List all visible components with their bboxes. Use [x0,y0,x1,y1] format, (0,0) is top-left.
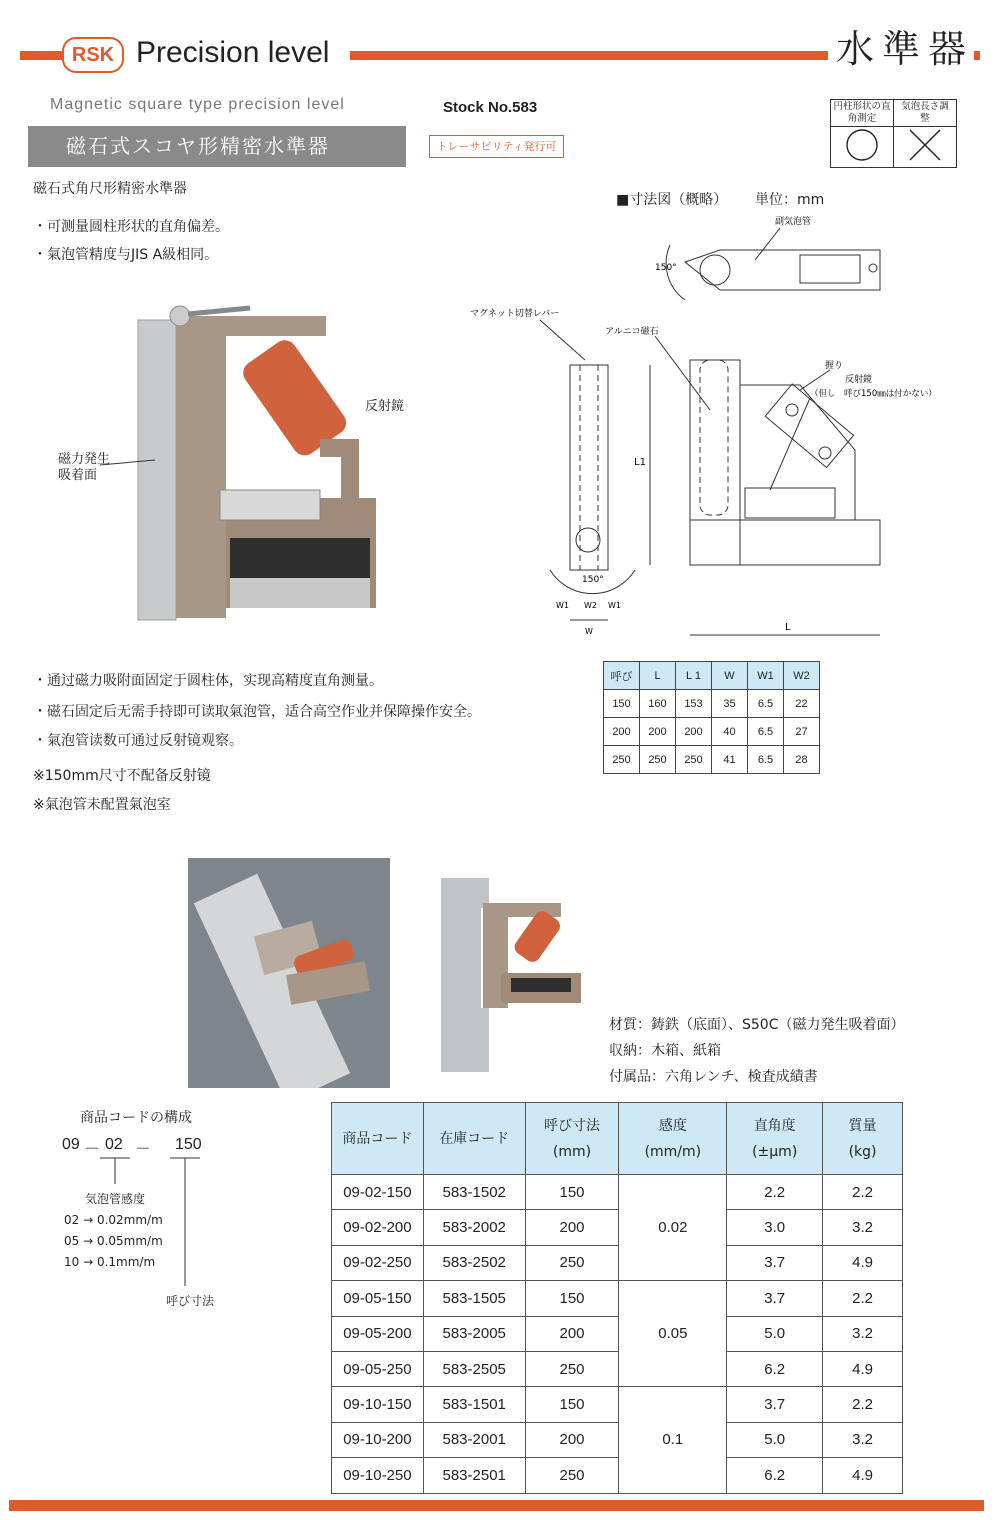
dim-cell: 35 [712,690,748,718]
product-subtitle-en: Magnetic square type precision level [50,96,345,113]
spec-storage: 収納：木箱、紙箱 [609,1043,721,1059]
label-mirror: 反射鏡 [365,399,405,414]
mass: 3.2 [823,1210,903,1245]
label-angle-150: 150° [655,263,677,273]
mass: 3.2 [823,1316,903,1351]
table-row [332,1422,903,1457]
dim-cell: 250 [640,746,676,774]
label-alnico: アルニコ磁石 [605,327,659,337]
table-row [332,1316,903,1351]
stock-code: 583-1505 [423,1281,525,1316]
product-code: 09-10-250 [332,1458,424,1493]
squareness: 5.0 [727,1316,823,1351]
label-w2: W2 [584,601,597,610]
mass: 3.2 [823,1422,903,1457]
table-row [332,1210,903,1245]
prod-header: 在庫コード [423,1103,525,1175]
code-part-3: 150 [175,1136,202,1153]
table-row [332,1351,903,1386]
product-name-cn: 磁石式角尺形精密水準器 [33,181,187,197]
nominal-size: 250 [525,1458,619,1493]
squareness: 2.2 [727,1175,823,1210]
dim-cell: 200 [676,718,712,746]
nominal-size: 250 [525,1351,619,1386]
dim-cell: 22 [784,690,820,718]
stock-code: 583-2001 [423,1422,525,1457]
product-code: 09-02-200 [332,1210,424,1245]
dim-cell: 250 [604,746,640,774]
mass: 4.9 [823,1458,903,1493]
table-row [332,1458,903,1493]
squareness: 3.0 [727,1210,823,1245]
mass: 2.2 [823,1175,903,1210]
page-title: Precision level [136,36,337,70]
squareness: 3.7 [727,1387,823,1422]
sensitivity: 0.02 [619,1175,727,1281]
dim-cell: 41 [712,746,748,774]
footer-bar [9,1500,984,1511]
sensitivity-title: 気泡管感度 [85,1192,146,1206]
note-1: ※150mm尺寸不配备反射镜 [33,768,211,784]
label-grip: 握り [825,361,844,371]
sensitivity-item: 05 → 0.05mm/m [64,1234,163,1248]
sensitivity-item: 02 → 0.02mm/m [64,1213,163,1227]
code-structure-title: 商品コードの構成 [80,1110,192,1126]
symbol-label-bubble-length: 気泡長さ調 整 [894,100,957,127]
dim-cell: 40 [712,718,748,746]
product-table [331,1102,903,1494]
usage-photo-2 [441,878,591,1072]
mass: 2.2 [823,1281,903,1316]
squareness: 3.7 [727,1245,823,1280]
code-part-2: 02 [105,1136,123,1153]
dim-cell: 6.5 [748,718,784,746]
traceability-badge: トレーサビリティ発行可 [429,135,564,158]
nominal-size: 150 [525,1387,619,1422]
prod-header: 質量 (kg) [823,1103,903,1175]
code-dash-2: － [135,1139,152,1158]
table-row [604,746,820,774]
product-code: 09-02-250 [332,1245,424,1280]
squareness: 5.0 [727,1422,823,1457]
sensitivity: 0.1 [619,1387,727,1493]
feature-bottom-1: ・通过磁力吸附面固定于圆柱体，实现高精度直角测量。 [33,673,383,689]
diagram-unit: 単位：mm [755,192,825,208]
table-row [332,1245,903,1280]
symbol-label-cylinder: 円柱形状の直角測定 [831,100,894,127]
dim-cell: 160 [640,690,676,718]
dim-header: W1 [748,662,784,690]
prod-header: 呼び寸法 (mm) [525,1103,619,1175]
table-row [332,1387,903,1422]
squareness: 3.7 [727,1281,823,1316]
dim-cell: 6.5 [748,746,784,774]
dim-header: L 1 [676,662,712,690]
dimension-table [603,661,820,774]
dim-cell: 27 [784,718,820,746]
sensitivity: 0.05 [619,1281,727,1387]
table-row [604,690,820,718]
diagram-title: ■寸法図（概略） [616,192,728,208]
size-label: 呼び寸法 [166,1294,215,1308]
feature-top-2: ・氣泡管精度与JIS A級相同。 [33,247,219,263]
label-sub-vial: 副気泡管 [775,217,812,227]
mass: 2.2 [823,1387,903,1422]
squareness: 6.2 [727,1458,823,1493]
nominal-size: 200 [525,1316,619,1351]
feature-symbol-table [830,99,957,168]
nominal-size: 250 [525,1245,619,1280]
label-magnet-face: 磁力発生 吸着面 [58,452,111,483]
note-2: ※氣泡管未配置氣泡室 [33,797,171,813]
stock-code: 583-2501 [423,1458,525,1493]
stock-code: 583-2005 [423,1316,525,1351]
dim-cell: 150 [604,690,640,718]
dim-header: 呼び [604,662,640,690]
mass: 4.9 [823,1351,903,1386]
nominal-size: 150 [525,1281,619,1316]
label-w1-a: W1 [556,601,569,610]
label-w1-b: W1 [608,601,621,610]
code-part-1: 09 [62,1136,80,1153]
product-code: 09-05-200 [332,1316,424,1351]
label-mirror-note: （但し 呼び150㎜は付かない） [810,389,937,399]
stock-code: 583-1502 [423,1175,525,1210]
stock-code: 583-2505 [423,1351,525,1386]
sensitivity-item: 10 → 0.1mm/m [64,1255,156,1269]
prod-header: 感度 (mm/m) [619,1103,727,1175]
label-l: L [785,622,791,633]
dim-header: L [640,662,676,690]
nominal-size: 200 [525,1210,619,1245]
feature-bottom-2: ・磁石固定后无需手持即可读取氣泡管，适合高空作业并保障操作安全。 [33,704,481,720]
leader-line [100,455,160,475]
usage-photo-1 [188,858,390,1088]
mass: 4.9 [823,1245,903,1280]
product-code: 09-05-250 [332,1351,424,1386]
label-w: W [585,627,593,636]
squareness: 6.2 [727,1351,823,1386]
stock-code: 583-2002 [423,1210,525,1245]
circle-icon [831,127,894,168]
feature-bottom-3: ・氣泡管读数可通过反射镜观察。 [33,733,243,749]
prod-header: 商品コード [332,1103,424,1175]
prod-header: 直角度 (±µm) [727,1103,823,1175]
rsk-logo: RSK [62,37,124,73]
spec-accessories: 付属品：六角レンチ、検査成績書 [609,1069,818,1085]
nominal-size: 200 [525,1422,619,1457]
product-code: 09-10-200 [332,1422,424,1457]
cross-icon [894,127,957,168]
product-code: 09-10-150 [332,1387,424,1422]
table-row [332,1281,903,1316]
dim-header: W2 [784,662,820,690]
label-angle-150b: 150° [582,575,604,585]
spec-material: 材質：鋳鉄（底面）、S50C（磁力発生吸着面） [609,1017,905,1033]
dim-cell: 250 [676,746,712,774]
stock-number: Stock No.583 [443,99,538,116]
dim-cell: 200 [604,718,640,746]
product-code: 09-05-150 [332,1281,424,1316]
table-row [604,718,820,746]
stock-code: 583-2502 [423,1245,525,1280]
dim-cell: 153 [676,690,712,718]
dim-cell: 6.5 [748,690,784,718]
label-l1: L1 [634,457,646,468]
code-dash-1: － [84,1139,101,1158]
label-magnet-lever: マグネット切替レバー [470,309,560,319]
category-title: 水準器 [828,18,974,73]
dim-cell: 28 [784,746,820,774]
stock-code: 583-1501 [423,1387,525,1422]
table-row [332,1175,903,1210]
dimension-drawing [470,210,980,650]
dim-header: W [712,662,748,690]
feature-top-1: ・可测量圆柱形状的直角偏差。 [33,219,229,235]
dim-cell: 200 [640,718,676,746]
label-mirror-diagram: 反射鏡 [845,375,873,385]
product-photo [130,298,380,638]
product-name-jp: 磁石式スコヤ形精密水準器 [28,126,406,167]
product-code: 09-02-150 [332,1175,424,1210]
nominal-size: 150 [525,1175,619,1210]
